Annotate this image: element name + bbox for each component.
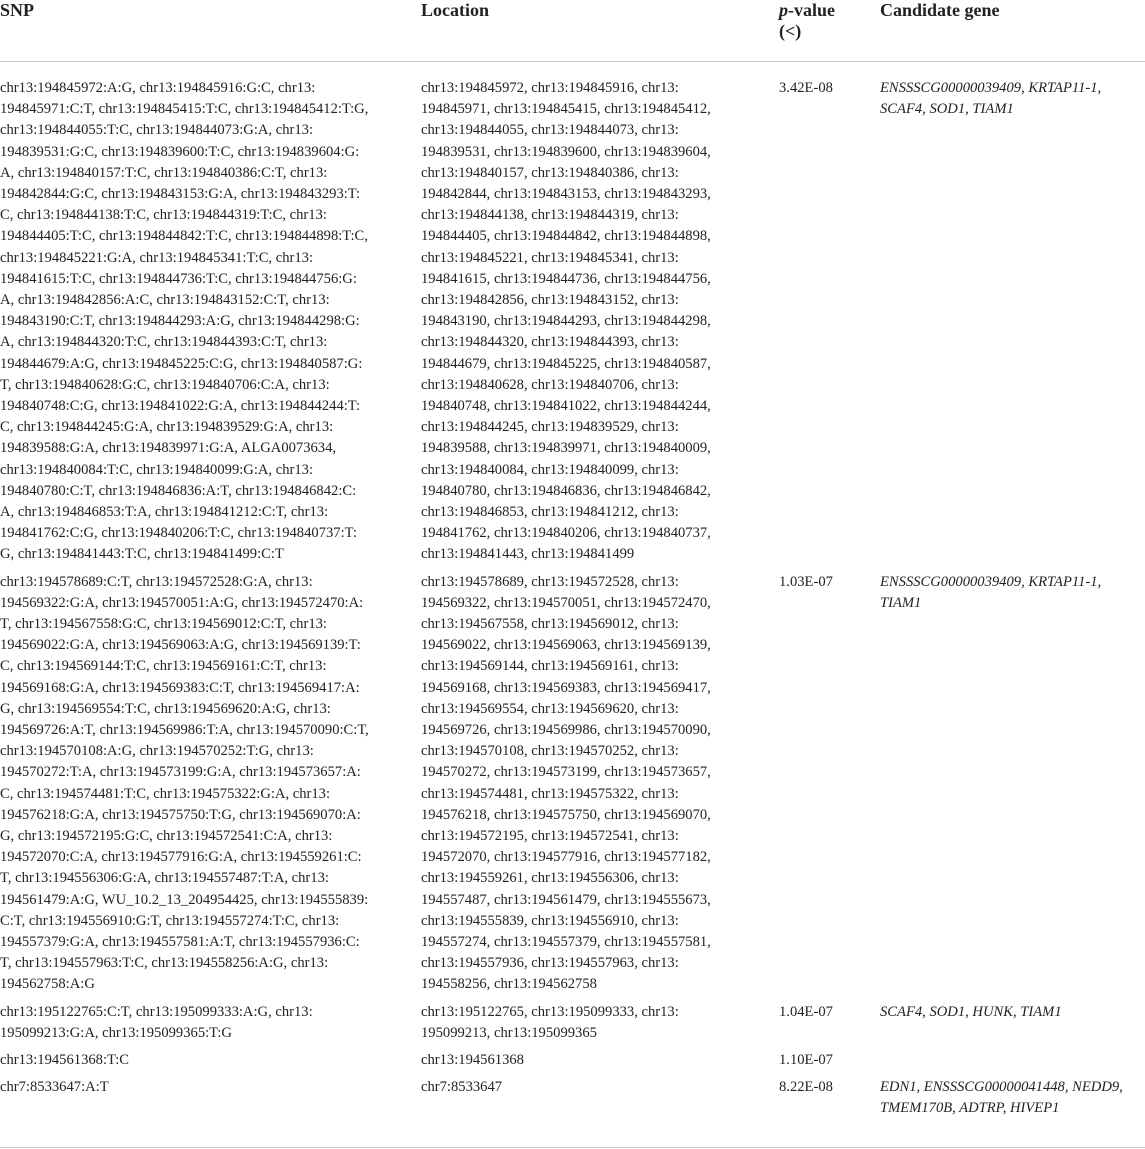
pvalue-cell [779,1002,874,1023]
snp-cell-line: C:T, chr13:194556910:G:T, chr13:194557274:T:C, chr13: [0,912,340,929]
candidate-gene-cell [880,572,1145,614]
snp-cell-line: 194569168:G:A, chr13:194569383:C:T, chr13:194569417:A: [0,679,360,696]
snp-cell-line: G, chr13:194841443:T:C, chr13:194841499:C:T [0,546,284,563]
header-candidate-gene: Candidate gene [880,0,1000,20]
location-cell-line: 195099213, chr13:195099365 [421,1024,597,1041]
snp-cell [0,78,405,566]
snp-cell-line: 194844679:A:G, chr13:194845225:C:G, chr13:194840587:G: [0,355,363,372]
table-row [0,1002,1145,1044]
header-location: Location [421,0,490,20]
snp-cell-line: 195099213:G:A, chr13:195099365:T:G [0,1024,232,1041]
snp-cell [0,572,405,996]
snp-cell-line: 194842844:G:C, chr13:194843153:G:A, chr13:194843293:T: [0,186,361,203]
candidate-gene-cell-line: ENSSSCG00000039409, KRTAP11-1, [880,80,1102,96]
pvalue-cell-value: 8.22E-08 [779,1079,833,1096]
snp-cell-line: C, chr13:194844245:G:A, chr13:194839529:G:A, chr13: [0,419,334,436]
location-cell-line: chr13:194845972, chr13:194845916, chr13: [421,80,679,96]
snp-cell [0,1050,405,1071]
candidate-gene-cell-line: SCAF4, SOD1, TIAM1 [880,101,1014,118]
snp-cell-line: 194841762:C:G, chr13:194840206:T:C, chr13:194840737:T: [0,525,357,542]
candidate-gene-cell-line: SCAF4, SOD1, HUNK, TIAM1 [880,1003,1062,1020]
location-cell-line: chr13:194844245, chr13:194839529, chr13: [421,419,679,436]
location-cell-line: chr13:194844055, chr13:194844073, chr13: [421,122,679,139]
location-cell-line: 194843190, chr13:194844293, chr13:194844298, [421,313,711,330]
pvalue-cell [779,78,874,99]
snp-cell-line: 194562758:A:G [0,976,95,993]
location-cell-line: chr13:194844138, chr13:194844319, chr13: [421,207,679,224]
table-row [0,78,1145,566]
location-cell-line: 194558256, chr13:194562758 [421,976,597,993]
location-cell-line: chr13:194840084, chr13:194840099, chr13: [421,461,679,478]
snp-cell-line: T, chr13:194557963:T:C, chr13:194558256:A:G, chr13: [0,955,329,972]
snp-cell-line: 194569726:A:T, chr13:194569986:T:A, chr13:194570090:C:T, [0,722,369,739]
snp-cell-line: 194561479:A:G, WU_10.2_13_204954425, chr13:194555839: [0,891,369,908]
snp-cell-line: 194839531:G:C, chr13:194839600:T:C, chr13:194839604:G: [0,143,360,160]
location-cell-line: chr13:195122765, chr13:195099333, chr13: [421,1003,679,1020]
snp-cell-line: 194841615:T:C, chr13:194844736:T:C, chr13:194844756:G: [0,270,357,287]
location-cell-line: 194844679, chr13:194845225, chr13:194840587, [421,355,711,372]
snp-cell-line: chr13:194840084:T:C, chr13:194840099:G:A, chr13: [0,461,314,478]
table-bottom-rule [0,1147,1145,1148]
pvalue-cell [779,1077,874,1098]
location-cell-line: 194569726, chr13:194569986, chr13:194570090, [421,722,711,739]
location-cell-line: 194840780, chr13:194846836, chr13:194846842, [421,482,711,499]
table-row [0,1050,1145,1071]
snp-cell-line: 194569322:G:A, chr13:194570051:A:G, chr13:194572470:A: [0,594,364,611]
snp-cell-line: 194845971:C:T, chr13:194845415:T:C, chr13:194845412:T:G, [0,101,369,118]
snp-cell-line: C, chr13:194574481:T:C, chr13:194575322:G:A, chr13: [0,785,331,802]
location-cell-line: chr7:8533647 [421,1079,503,1096]
location-cell-line: chr13:194840628, chr13:194840706, chr13: [421,376,679,393]
snp-cell-line: 194557379:G:A, chr13:194557581:A:T, chr13:194557936:C: [0,934,360,951]
snp-cell-line: chr13:195122765:C:T, chr13:195099333:A:G, chr13: [0,1003,313,1020]
snp-cell-line: 194840748:C:G, chr13:194841022:G:A, chr13:194844244:T: [0,398,361,415]
location-cell-line: chr13:194846853, chr13:194841212, chr13: [421,504,679,521]
location-cell-line: chr13:194574481, chr13:194575322, chr13: [421,785,679,802]
candidate-gene-cell [880,1077,1145,1119]
table-row [0,1077,1145,1119]
location-cell-line: 194569322, chr13:194570051, chr13:194572470, [421,594,711,611]
snp-cell-line: C, chr13:194844138:T:C, chr13:194844319:T:C, chr13: [0,207,327,224]
location-cell-line: 194841762, chr13:194840206, chr13:194840737, [421,525,711,542]
location-cell-line: chr13:194842856, chr13:194843152, chr13: [421,292,679,309]
candidate-gene-cell-line: TIAM1 [880,594,922,611]
location-cell-line: 194839588, chr13:194839971, chr13:194840009, [421,440,711,457]
snp-cell [0,1077,405,1098]
location-cell [421,572,766,996]
header-pvalue [779,0,835,42]
snp-cell-line: 194572070:C:A, chr13:194577916:G:A, chr13:194559261:C: [0,849,362,866]
snp-cell-line: G, chr13:194572195:G:C, chr13:194572541:C:A, chr13: [0,828,333,845]
snp-cell-line: 194844405:T:C, chr13:194844842:T:C, chr13:194844898:T:C, [0,228,368,245]
location-cell-line: chr13:194559261, chr13:194556306, chr13: [421,870,679,887]
snp-cell-line: T, chr13:194556306:G:A, chr13:194557487:T:A, chr13: [0,870,329,887]
location-cell-line: chr13:194845221, chr13:194845341, chr13: [421,249,679,266]
location-cell [421,78,766,566]
snp-cell-line: G, chr13:194569554:T:C, chr13:194569620:A:G, chr13: [0,700,331,717]
snp-cell-line: A, chr13:194844320:T:C, chr13:194844393:C:T, chr13: [0,334,328,351]
location-cell-line: chr13:194569144, chr13:194569161, chr13: [421,658,679,675]
snp-cell-line: chr13:194845221:G:A, chr13:194845341:T:C, chr13: [0,249,314,266]
table-header [0,0,1145,62]
location-cell-line: 194570272, chr13:194573199, chr13:194573657, [421,764,711,781]
snp-cell-line: T, chr13:194567558:G:C, chr13:194569012:C:T, chr13: [0,616,327,632]
pvalue-cell [779,572,874,593]
header-pvalue-lt: (<) [779,21,802,41]
snp-cell-line: chr7:8533647:A:T [0,1079,109,1096]
location-cell-line: chr13:194840157, chr13:194840386, chr13: [421,164,679,181]
location-cell [421,1077,766,1098]
location-cell-line: 194845971, chr13:194845415, chr13:194845412, [421,101,711,118]
snp-cell-line: C, chr13:194569144:T:C, chr13:194569161:C:T, chr13: [0,658,327,675]
location-cell [421,1002,766,1044]
location-cell-line: chr13:194555839, chr13:194556910, chr13: [421,912,679,929]
location-cell-line: 194557274, chr13:194557379, chr13:194557581, [421,934,711,951]
snp-cell-line: 194569022:G:A, chr13:194569063:A:G, chr13:194569139:T: [0,637,361,654]
location-cell-line: 194842844, chr13:194843153, chr13:194843293, [421,186,711,203]
snp-cell-line: 194839588:G:A, chr13:194839971:G:A, ALGA0073634, [0,440,337,457]
location-cell-line: chr13:194567558, chr13:194569012, chr13: [421,616,679,632]
location-cell-line: 194569022, chr13:194569063, chr13:194569139, [421,637,711,654]
location-cell-line: chr13:194578689, chr13:194572528, chr13: [421,573,679,590]
location-cell-line: 194576218, chr13:194575750, chr13:194569070, [421,806,711,823]
location-cell-line: chr13:194557936, chr13:194557963, chr13: [421,955,679,972]
location-cell-line: chr13:194570108, chr13:194570252, chr13: [421,743,679,760]
snp-cell-line: chr13:194845972:A:G, chr13:194845916:G:C, chr13: [0,80,316,96]
snp-cell-line: A, chr13:194846853:T:A, chr13:194841212:C:T, chr13: [0,504,329,521]
snp-cell-line: chr13:194561368:T:C [0,1052,129,1068]
snp-cell-line: 194570272:T:A, chr13:194573199:G:A, chr13:194573657:A: [0,764,361,781]
location-cell-line: chr13:194844320, chr13:194844393, chr13: [421,334,679,351]
location-cell-line: 194840748, chr13:194841022, chr13:194844244, [421,398,711,415]
location-cell-line: 194839531, chr13:194839600, chr13:194839604, [421,143,711,160]
candidate-gene-cell-line: TMEM170B, ADTRP, HIVEP1 [880,1100,1060,1117]
location-cell-line: 194841615, chr13:194844736, chr13:194844756, [421,270,711,287]
location-cell [421,1050,766,1071]
location-cell-line: 194844405, chr13:194844842, chr13:194844898, [421,228,711,245]
candidate-gene-cell-line: EDN1, ENSSSCG00000041448, NEDD9, [880,1079,1123,1096]
location-cell-line: chr13:194569554, chr13:194569620, chr13: [421,700,679,717]
pvalue-cell-value: 1.03E-07 [779,573,833,590]
location-cell-line: chr13:194561368 [421,1052,524,1068]
location-cell-line: 194569168, chr13:194569383, chr13:194569417, [421,679,711,696]
snp-cell-line: A, chr13:194842856:A:C, chr13:194843152:C:T, chr13: [0,292,330,309]
location-cell-line: 194572070, chr13:194577916, chr13:194577182, [421,849,711,866]
snp-cell-line: chr13:194578689:C:T, chr13:194572528:G:A, chr13: [0,573,313,590]
header-pvalue-p: p [779,0,788,20]
location-cell-line: chr13:194572195, chr13:194572541, chr13: [421,828,679,845]
snp-cell-line: 194843190:C:T, chr13:194844293:A:G, chr13:194844298:G: [0,313,360,330]
snp-cell [0,1002,405,1044]
pvalue-cell [779,1050,874,1071]
snp-cell-line: chr13:194844055:T:C, chr13:194844073:G:A, chr13: [0,122,314,139]
candidate-gene-cell [880,78,1145,120]
pvalue-cell-value: 3.42E-08 [779,80,833,96]
snp-cell-line: chr13:194570108:A:G, chr13:194570252:T:G, chr13: [0,743,314,760]
location-cell-line: 194557487, chr13:194561479, chr13:194555673, [421,891,711,908]
snp-cell-line: 194840780:C:T, chr13:194846836:A:T, chr13:194846842:C: [0,482,357,499]
snp-cell-line: A, chr13:194840157:T:C, chr13:194840386:C:T, chr13: [0,164,328,181]
snp-cell-line: 194576218:G:A, chr13:194575750:T:G, chr13:194569070:A: [0,806,361,823]
header-pvalue-rest: -value [788,0,835,20]
table-row [0,572,1145,996]
location-cell-line: chr13:194841443, chr13:194841499 [421,546,635,563]
header-snp: SNP [0,0,35,20]
pvalue-cell-value: 1.04E-07 [779,1003,833,1020]
candidate-gene-cell-line: ENSSSCG00000039409, KRTAP11-1, [880,573,1102,590]
pvalue-cell-value: 1.10E-07 [779,1052,833,1068]
candidate-gene-cell [880,1002,1145,1023]
snp-cell-line: T, chr13:194840628:G:C, chr13:194840706:C:A, chr13: [0,376,330,393]
